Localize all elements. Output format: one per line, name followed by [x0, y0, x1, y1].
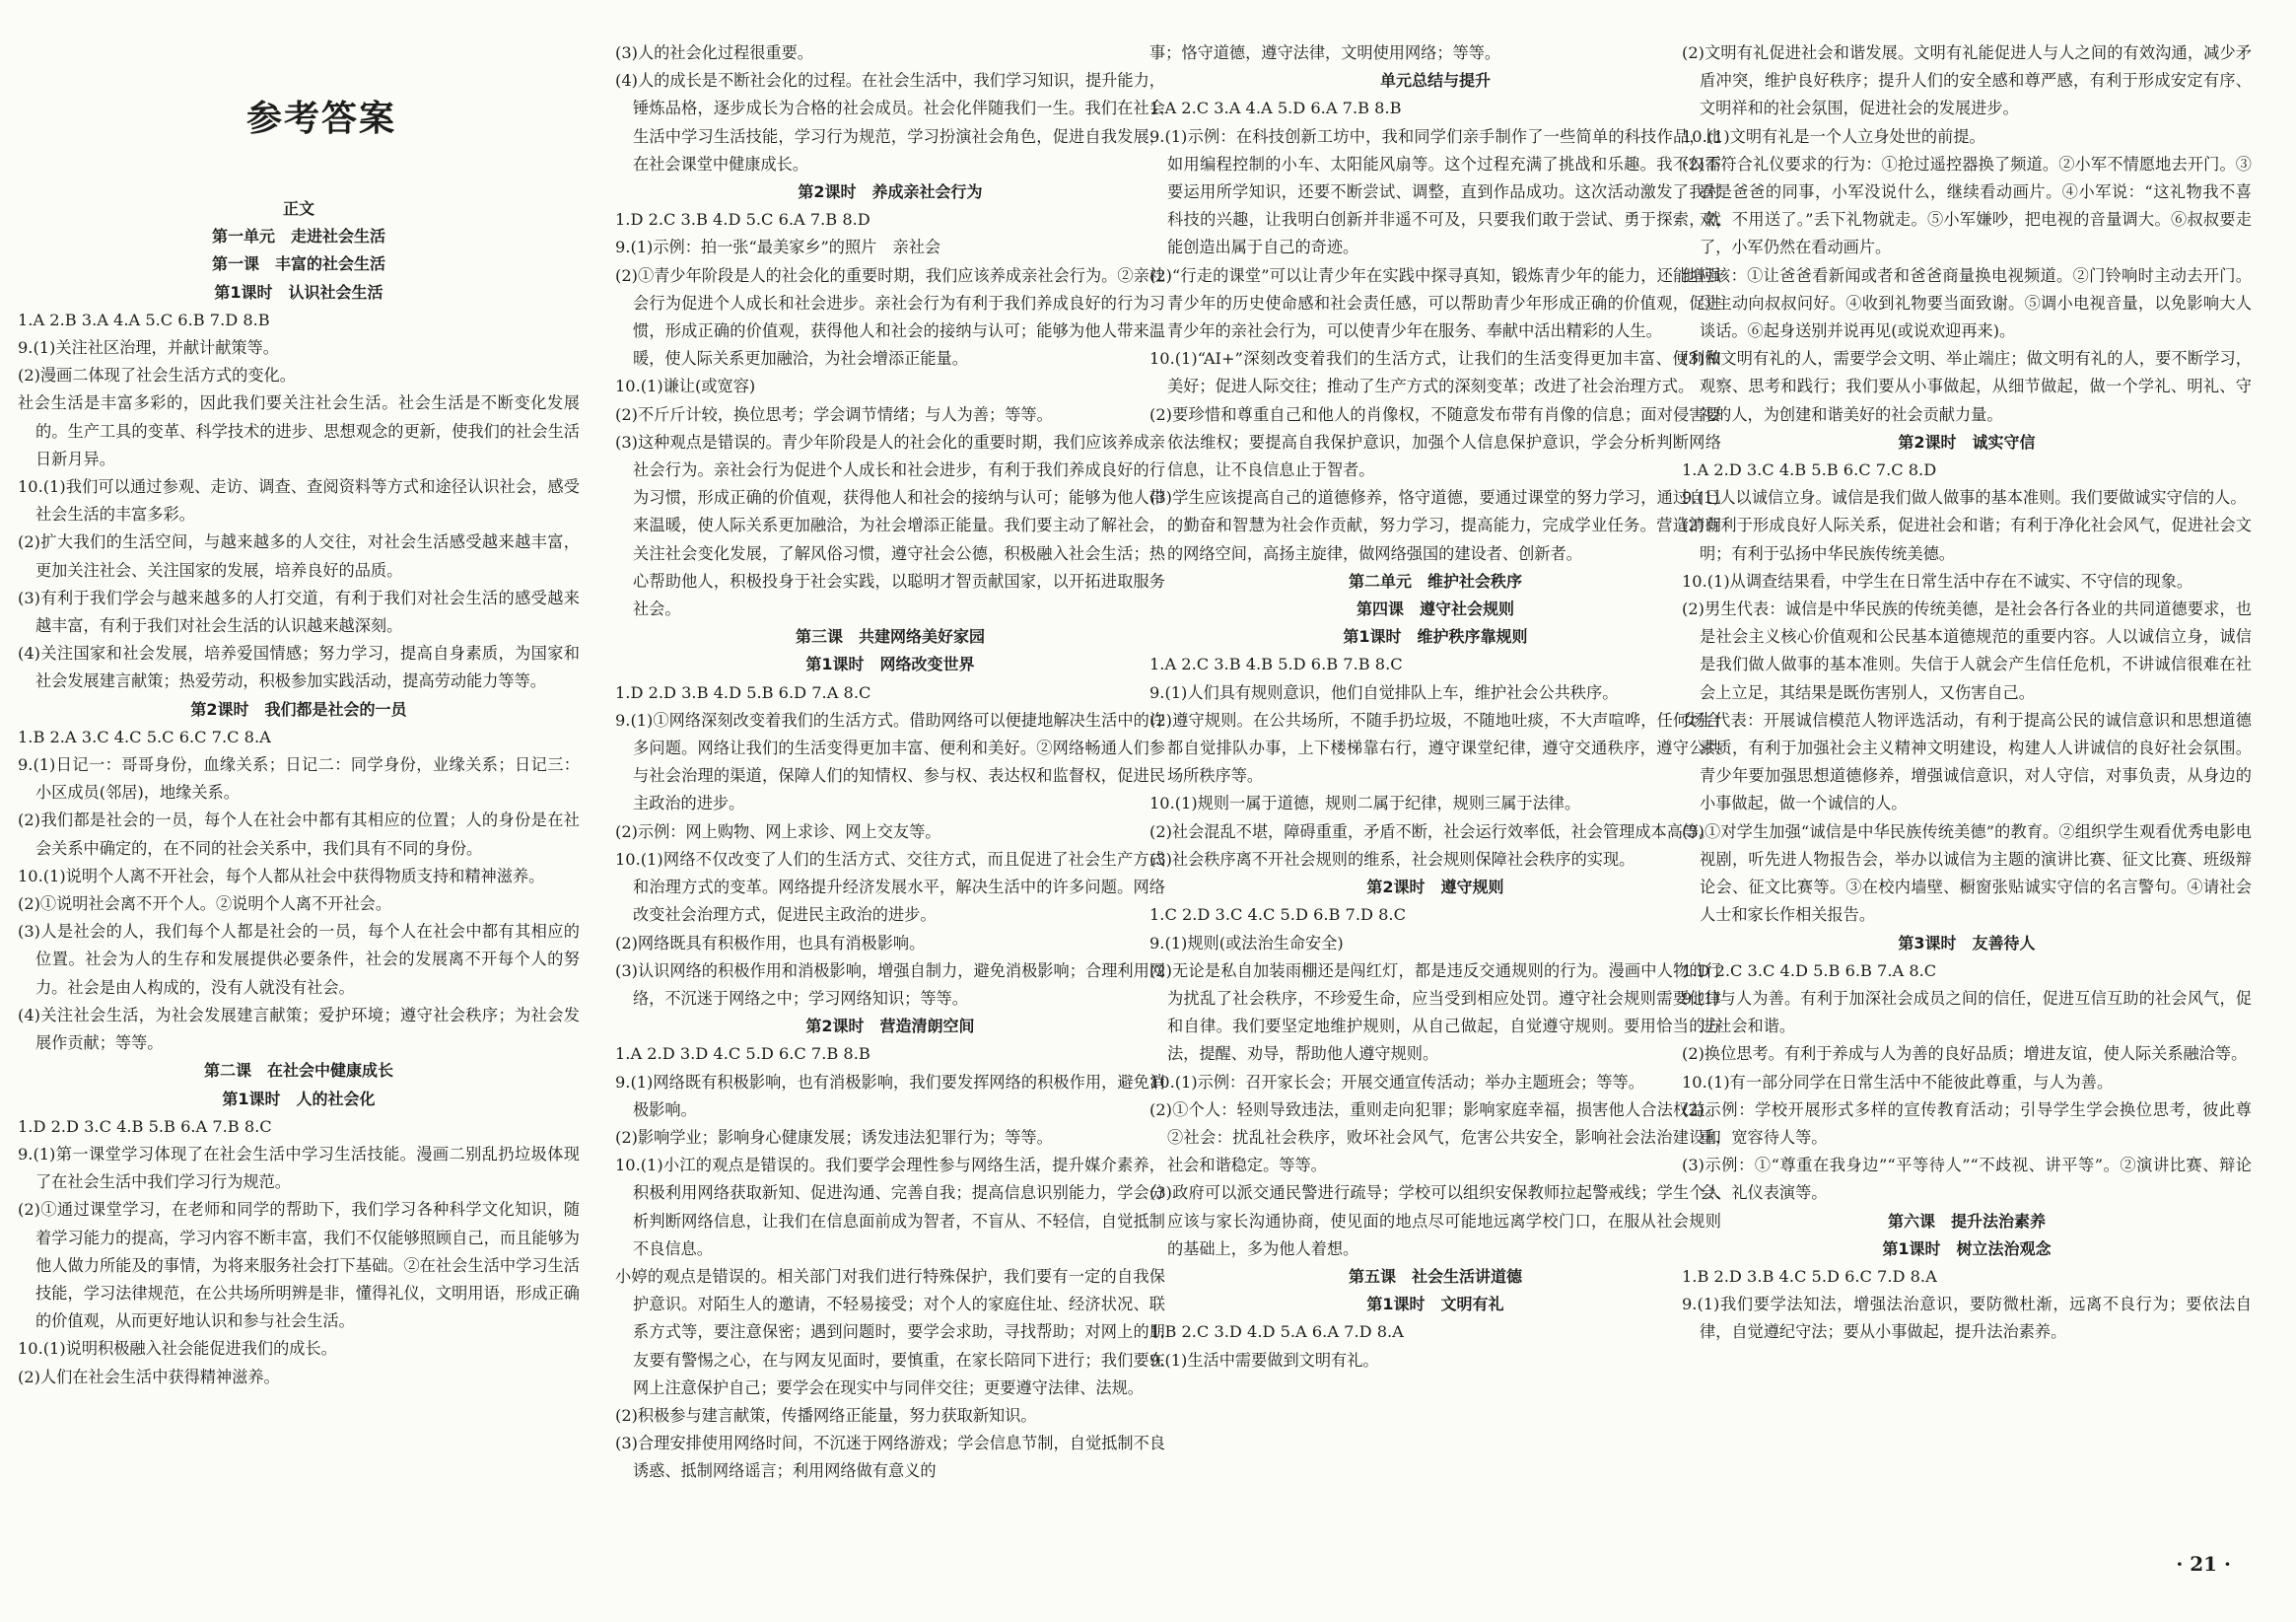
answer-paragraph: (3)认识网络的积极作用和消极影响，增强自制力，避免消极影响；合理利用网络，不沉迷于网络之中；学习网络知识；等等。	[615, 960, 1165, 1008]
section-heading: 第五课 社会生活讲道德	[1348, 1266, 1522, 1286]
answer-paragraph: (2)扩大我们的生活空间，与越来越多的人交往，对社会生活感受越来越丰富，更加关注社会、关注国家的发展，培养良好的品质。	[18, 532, 580, 580]
answer-paragraph: 小婷的观点是错误的。相关部门对我们进行特殊保护，我们要有一定的自我保护意识。对陌生人的邀请，不轻易接受；对个人的家庭住址、经济状况、联系方式等，要注意保密；遇到问题时，要学会求助，寻找帮助；对网上的朋友要有警惕之心，在与网友见面时，要慎重，在家长陪同下进行；我们要在网上注意保护自己；要学会在现实中与同伴交往；更要遵守法律、法规。	[615, 1266, 1165, 1397]
answer-paragraph: (2)文明有礼促进社会和谐发展。文明有礼能促进人与人之间的有效沟通，减少矛盾冲突，维护良好秩序；提升人们的安全感和尊严感，有利于形成安定有序、文明祥和的社会氛围，促进社会的发展进步。	[1682, 43, 2252, 118]
page-title: 参考答案	[246, 99, 397, 139]
answer-paragraph: (3)示例：①“尊重在我身边”“平等待人”“不歧视、讲平等”。②演讲比赛、辩论会、礼仪表演等。	[1682, 1156, 2252, 1203]
section-heading: 第1课时 人的社会化	[222, 1089, 376, 1108]
answer-paragraph: (3)人是社会的人，我们每个人都是社会的一员，每个人在社会中都有其相应的位置。社会为人的生存和发展提供必要条件，社会的发展离不开每个人的努力。社会是由人构成的，没有人就没有社会。	[18, 922, 580, 997]
answer-paragraph: (2)影响学业；影响身心健康发展；诱发违法犯罪行为；等等。	[615, 1127, 1053, 1147]
answer-paragraph: (3)社会秩序离不开社会规则的维系，社会规则保障社会秩序的实现。	[1149, 849, 1635, 869]
section-heading: 第1课时 文明有礼	[1366, 1295, 1504, 1314]
answer-paragraph: 1.A 2.D 3.C 4.B 5.B 6.C 7.C 8.D	[1682, 460, 1937, 480]
answer-paragraph: (3)这种观点是错误的。青少年阶段是人的社会化的重要时期，我们应该养成亲社会行为。亲社会行为促进个人成长和社会进步，有利于我们养成良好的行为习惯，形成正确的价值观，获得他人和社会的接纳与认可；能够为他人带来温暖，使人际关系更加融洽，为社会增添正能量。我们要主动了解社会，关注社会变化发展，了解风俗习惯，遵守社会公德，积极融入社会生活；热心帮助他人，积极投身于社会实践，以聪明才智贡献国家，以开拓进取服务社会。	[615, 432, 1165, 619]
answer-paragraph: (3)人的社会化过程很重要。	[615, 43, 813, 62]
answer-paragraph: 10.(1)说明个人离不开社会，每个人都从社会中获得物质支持和精神滋养。	[18, 866, 545, 885]
section-heading: 第1课时 维护秩序靠规则	[1343, 627, 1528, 647]
section-heading: 单元总结与提升	[1379, 71, 1491, 91]
answer-paragraph: 10.(1)文明有礼是一个人立身处世的前提。	[1682, 126, 1985, 146]
section-heading: 第一单元 走进社会生活	[211, 227, 385, 247]
answer-paragraph: 1.A 2.B 3.A 4.A 5.C 6.B 7.D 8.B	[18, 310, 270, 329]
answer-paragraph: (2)遵守规则。在公共场所，不随手扔垃圾，不随地吐痰，不大声喧哗，任何场合都自觉排队办事，上下楼梯靠右行，遵守课堂纪律，遵守交通秩序，遵守公共场所秩序等。	[1149, 710, 1721, 786]
answer-paragraph: 1.C 2.D 3.C 4.C 5.D 6.B 7.D 8.C	[1149, 905, 1406, 925]
section-heading: 正文	[282, 199, 314, 218]
answer-paragraph: 1.A 2.C 3.B 4.B 5.D 6.B 7.B 8.C	[1149, 655, 1403, 674]
answer-paragraph: 10.(1)“AI+”深刻改变着我们的生活方式，让我们的生活变得更加丰富、便利和美好；促进人际交往；推动了生产方式的深刻变革；改进了社会治理方式。	[1149, 349, 1721, 396]
answer-paragraph: 9.(1)网络既有积极影响，也有消极影响，我们要发挥网络的积极作用，避免消极影响。	[615, 1072, 1165, 1119]
page-number: · 21 ·	[2176, 1552, 2231, 1576]
section-heading: 第二单元 维护社会秩序	[1348, 571, 1522, 591]
answer-paragraph: (4)关注社会生活，为社会发展建言献策；爱护环境；遵守社会秩序；为社会发展作贡献；等等。	[18, 1005, 580, 1053]
answer-paragraph: 9.(1)规则(或法治生命安全)	[1149, 933, 1344, 952]
section-heading: 第2课时 我们都是社会的一员	[190, 699, 407, 719]
answer-paragraph: 1.D 2.D 3.B 4.D 5.B 6.D 7.A 8.C	[615, 682, 871, 702]
answer-paragraph: (2)“行走的课堂”可以让青少年在实践中探寻真知，锻炼青少年的能力，还能增强青少年的历史使命感和社会责任感，可以帮助青少年形成正确的价值观，促进青少年的亲社会行为，可以使青少年在服务、奉献中活出精彩的人生。	[1149, 265, 1721, 341]
answer-paragraph: (2)①个人：轻则导致违法，重则走向犯罪；影响家庭幸福，损害他人合法权益。②社会：扰乱社会秩序，败坏社会风气，危害公共安全，影响社会法治建设和社会和谐稳定。等等。	[1149, 1099, 1721, 1175]
answer-paragraph: 1.D 2.D 3.C 4.B 5.B 6.A 7.B 8.C	[18, 1116, 272, 1136]
answer-paragraph: (4)人的成长是不断社会化的过程。在社会生活中，我们学习知识，提升能力，锤炼品格，逐步成长为合格的社会成员。社会化伴随我们一生。我们在社会生活中学习生活技能，学习行为规范，学习扮演社会角色，促进自我发展，在社会课堂中健康成长。	[615, 71, 1165, 174]
answer-paragraph: 1.B 2.C 3.D 4.D 5.A 6.A 7.D 8.A	[1149, 1322, 1404, 1342]
answer-paragraph: (3)学生应该提高自己的道德修养，恪守道德，要通过课堂的努力学习，通过自己的勤奋和智慧为社会作贡献，努力学习，提高能力，完成学业任务。营造清朗的网络空间，高扬主旋律，做网络强国的建设者、创新者。	[1149, 488, 1721, 563]
answer-paragraph: 10.(1)有一部分同学在日常生活中不能彼此尊重，与人为善。	[1682, 1072, 2114, 1092]
answer-paragraph: 9.(1)与人为善。有利于加深社会成员之间的信任，促进互信互助的社会风气，促进社会和谐。	[1682, 988, 2252, 1036]
section-heading: 第2课时 遵守规则	[1366, 878, 1504, 897]
answer-paragraph: (3)①对学生加强“诚信是中华民族传统美德”的教育。②组织学生观看优秀电影电视剧，听先进人物报告会，举办以诚信为主题的演讲比赛、征文比赛、班级辩论会、征文比赛等。③在校内墙壁、橱窗张贴诚实守信的名言警句。④请社会人士和家长作相关报告。	[1682, 821, 2252, 925]
section-heading: 第1课时 认识社会生活	[214, 282, 383, 302]
answer-paragraph: (2)示例：网上购物、网上求诊、网上交友等。	[615, 821, 941, 841]
answer-paragraph: 事；恪守道德，遵守法律，文明使用网络；等等。	[1149, 43, 1501, 62]
answer-paragraph: 1.B 2.A 3.C 4.C 5.C 6.C 7.C 8.A	[18, 727, 271, 746]
answer-paragraph: 10.(1)谦让(或宽容)	[615, 377, 756, 396]
answer-paragraph: (2)网络既具有积极作用，也具有消极影响。	[615, 933, 926, 952]
section-heading: 第2课时 营造清朗空间	[805, 1017, 975, 1036]
answer-paragraph: (2)男生代表：诚信是中华民族的传统美德，是社会各行各业的共同道德要求，也是社会主义核心价值观和公民基本道德规范的重要内容。人以诚信立身，诚信是我们做人做事的基本准则。失信于人就会产生信任危机，不讲诚信很难在社会上立足，其结果是既伤害别人，又伤害自己。	[1682, 599, 2252, 702]
answer-paragraph: 9.(1)示例：拍一张“最美家乡”的照片 亲社会	[615, 238, 941, 257]
answer-paragraph: (2)不符合礼仪要求的行为：①抢过遥控器换了频道。②小军不情愿地去开门。③看是爸爸的同事，小军没说什么，继续看动画片。④小军说：“这礼物我不喜欢，不用送了。”丢下礼物就走。⑤小军嫌吵，把电视的音量调大。⑥叔叔要走了，小军仍然在看动画片。	[1682, 154, 2252, 257]
answer-paragraph: 10.(1)示例：召开家长会；开展交通宣传活动；举办主题班会；等等。	[1149, 1072, 1644, 1092]
answer-paragraph: 10.(1)小江的观点是错误的。我们要学会理性参与网络生活，提升媒介素养，积极利用网络获取新知、促进沟通、完善自我；提高信息识别能力，学会分析判断网络信息，让我们在信息面前成为智者，不盲从、不轻信，自觉抵制不良信息。	[615, 1156, 1165, 1258]
answer-paragraph: (2)换位思考。有利于养成与人为善的良好品质；增进友谊，使人际关系融洽等。	[1682, 1044, 2248, 1064]
answer-paragraph: 女生代表：开展诚信模范人物评选活动，有利于提高公民的诚信意识和思想道德素质，有利于加强社会主义精神文明建设，构建人人讲诚信的良好社会氛围。青少年要加强思想道德修养，增强诚信意识，对人守信，对事负责，从身边的小事做起，做一个诚信的人。	[1682, 710, 2252, 813]
answer-paragraph: (2)无论是私自加装雨棚还是闯红灯，都是违反交通规则的行为。漫画中人物的行为扰乱了社会秩序，不珍爱生命，应当受到相应处罚。遵守社会规则需要他律和自律。我们要坚定地维护规则，从自己做起，自觉遵守规则。要用恰当的方法，提醒、劝导，帮助他人遵守规则。	[1149, 960, 1721, 1064]
answer-paragraph: (2)不斤斤计较，换位思考；学会调节情绪；与人为善；等等。	[615, 404, 1053, 424]
answer-column-3	[1149, 39, 1721, 1375]
section-heading: 第1课时 树立法治观念	[1882, 1238, 2052, 1258]
answer-paragraph: 9.(1)示例：在科技创新工坊中，我和同学们亲手制作了一些简单的科技作品，比如用编程控制的小车、太阳能风扇等。这个过程充满了挑战和乐趣。我不仅需要运用所学知识，还要不断尝试、调整，直到作品成功。这次活动激发了我对科技的兴趣，让我明白创新并非遥不可及，只要我们敢于尝试、勇于探索，就能创造出属于自己的奇迹。	[1149, 126, 1721, 257]
answer-paragraph: (2)漫画二体现了社会生活方式的变化。	[18, 366, 296, 386]
answer-paragraph: (2)①青少年阶段是人的社会化的重要时期，我们应该养成亲社会行为。②亲社会行为促进个人成长和社会进步。亲社会行为有利于我们养成良好的行为习惯，形成正确的价值观，获得他人和社会的接纳与认可；能够为他人带来温暖，使人际关系更加融洽，为社会增添正能量。	[615, 265, 1165, 369]
answer-paragraph: (2)社会混乱不堪，障碍重重，矛盾不断，社会运行效率低，社会管理成本高等。	[1149, 821, 1715, 841]
answer-paragraph: 9.(1)人们具有规则意识，他们自觉排队上车，维护社会公共秩序。	[1149, 682, 1619, 702]
answer-paragraph: (2)积极参与建言献策，传播网络正能量，努力获取新知识。	[615, 1405, 1037, 1425]
answer-paragraph: 1.A 2.D 3.D 4.C 5.D 6.C 7.B 8.B	[615, 1044, 870, 1064]
answer-column-1	[18, 195, 580, 1391]
section-heading: 第2课时 养成亲社会行为	[798, 182, 983, 202]
answer-column-2	[615, 39, 1165, 1486]
answer-paragraph: 社会生活是丰富多彩的，因此我们要关注社会生活。社会生活是不断变化发展的。生产工具的变革、科学技术的进步、思想观念的更新，使我们的社会生活日新月异。	[18, 393, 580, 468]
answer-paragraph: (3)有利于我们学会与越来越多的人打交道，有利于我们对社会生活的感受越来越丰富，有利于我们对社会生活的认识越来越深刻。	[18, 588, 580, 636]
answer-paragraph: (2)人们在社会生活中获得精神滋养。	[18, 1367, 280, 1386]
answer-paragraph: 1.A 2.C 3.A 4.A 5.D 6.A 7.B 8.B	[1149, 99, 1402, 118]
answer-paragraph: 9.(1)我们要学法知法，增强法治意识，要防微杜渐，远离不良行为；要依法自律，自觉遵纪守法；要从小事做起，提升法治素养。	[1682, 1295, 2252, 1342]
answer-paragraph: (3)做文明有礼的人，需要学会文明、举止端庄；做文明有礼的人，要不断学习，观察、思考和践行；我们要从小事做起，从细节做起，做一个学礼、明礼、守礼的人，为创建和谐美好的社会贡献力量。	[1682, 349, 2252, 424]
answer-paragraph: (2)我们都是社会的一员，每个人在社会中都有其相应的位置；人的身份是在社会关系中确定的，在不同的社会关系中，我们具有不同的身份。	[18, 811, 580, 858]
answer-paragraph: 9.(1)第一课堂学习体现了在社会生活中学习生活技能。漫画二别乱扔垃圾体现了在社会生活中我们学习行为规范。	[18, 1144, 580, 1192]
section-heading: 第三课 共建网络美好家园	[795, 627, 985, 647]
section-heading: 第六课 提升法治素养	[1887, 1211, 2046, 1231]
answer-paragraph: (2)要珍惜和尊重自己和他人的肖像权，不随意发布带有肖像的信息；面对侵害要依法维权；要提高自我保护意识，加强个人信息保护意识，学会分析判断网络信息，让不良信息止于智者。	[1149, 404, 1721, 480]
answer-paragraph: 10.(1)网络不仅改变了人们的生活方式、交往方式，而且促进了社会生产方式和治理方式的变革。网络提升经济发展水平，解决生活中的许多问题。网络改变社会治理方式，促进民主政治的进步。	[615, 849, 1165, 925]
answer-paragraph: 他应该：①让爸爸看新闻或者和爸爸商量换电视频道。②门铃响时主动去开门。③主动向叔叔问好。④收到礼物要当面致谢。⑤调小电视音量，以免影响大人谈话。⑥起身送别并说再见(或说欢迎再来)。	[1682, 265, 2252, 341]
section-heading: 第一课 丰富的社会生活	[211, 254, 385, 274]
answer-paragraph: 10.(1)规则一属于道德，规则二属于纪律，规则三属于法律。	[1149, 794, 1581, 813]
answer-paragraph: (3)政府可以派交通民警进行疏导；学校可以组织安保教师拉起警戒线；学生个人应该与家长沟通协商，使见面的地点尽可能地远离学校门口，在服从社会规则的基础上，多为他人着想。	[1149, 1183, 1721, 1258]
section-heading: 第四课 遵守社会规则	[1356, 599, 1514, 619]
answer-paragraph: 9.(1)关注社区治理，并献计献策等。	[18, 338, 279, 358]
answer-paragraph: 9.(1)人以诚信立身。诚信是我们做人做事的基本准则。我们要做诚实守信的人。	[1682, 488, 2247, 508]
answer-paragraph: 9.(1)①网络深刻改变着我们的生活方式。借助网络可以便捷地解决生活中的许多问题。网络让我们的生活变得更加丰富、便利和美好。②网络畅通人们参与社会治理的渠道，保障人们的知情权、参与权、表达权和监督权，促进民主政治的进步。	[615, 710, 1165, 813]
answer-paragraph: (2)示例：学校开展形式多样的宣传教育活动；引导学生学会换位思考，彼此尊重，宽容待人等。	[1682, 1099, 2252, 1147]
answer-paragraph: (2)①通过课堂学习，在老师和同学的帮助下，我们学习各种科学文化知识，随着学习能力的提高，学习内容不断丰富，我们不仅能够照顾自己，而且能够为他人做力所能及的事情，为将来服务社会打下基础。②在社会生活中学习生活技能，学习法律规范，在公共场所明辨是非，懂得礼仪，文明用语，形成正确的价值观，从而更好地认识和参与社会生活。	[18, 1200, 580, 1331]
answer-paragraph: 9.(1)日记一：哥哥身份，血缘关系；日记二：同学身份，业缘关系；日记三：小区成员(邻居)，地缘关系。	[18, 755, 580, 803]
answer-paragraph: 10.(1)说明积极融入社会能促进我们的成长。	[18, 1339, 337, 1359]
section-heading: 第1课时 网络改变世界	[805, 655, 975, 674]
answer-column-4	[1682, 39, 2252, 1347]
answer-paragraph: (4)关注国家和社会发展，培养爱国情感；努力学习，提高自身素质，为国家和社会发展建言献策；热爱劳动，积极参加实践活动，提高劳动能力等等。	[18, 644, 580, 691]
section-heading: 第二课 在社会中健康成长	[203, 1061, 393, 1081]
answer-paragraph: 9.(1)生活中需要做到文明有礼。	[1149, 1350, 1379, 1370]
section-heading: 第3课时 友善待人	[1898, 933, 2036, 952]
answer-paragraph: 10.(1)我们可以通过参观、走访、调查、查阅资料等方式和途径认识社会，感受社会生活的丰富多彩。	[18, 477, 580, 525]
answer-paragraph: 1.D 2.C 3.B 4.D 5.C 6.A 7.B 8.D	[615, 210, 870, 230]
answer-paragraph: 1.D 2.C 3.C 4.D 5.B 6.B 7.A 8.C	[1682, 960, 1937, 980]
answer-paragraph: (3)合理安排使用网络时间，不沉迷于网络游戏；学会信息节制，自觉抵制不良诱惑、抵制网络谣言；利用网络做有意义的	[615, 1434, 1165, 1481]
answer-paragraph: 10.(1)从调查结果看，中学生在日常生活中存在不诚实、不守信的现象。	[1682, 571, 2193, 591]
answer-paragraph: 1.B 2.D 3.B 4.C 5.D 6.C 7.D 8.A	[1682, 1266, 1937, 1286]
answer-paragraph: (2)①说明社会离不开个人。②说明个人离不开社会。	[18, 894, 392, 914]
answer-paragraph: (2)有利于形成良好人际关系，促进社会和谐；有利于净化社会风气，促进社会文明；有利于弘扬中华民族传统美德。	[1682, 516, 2252, 563]
section-heading: 第2课时 诚实守信	[1898, 432, 2036, 452]
